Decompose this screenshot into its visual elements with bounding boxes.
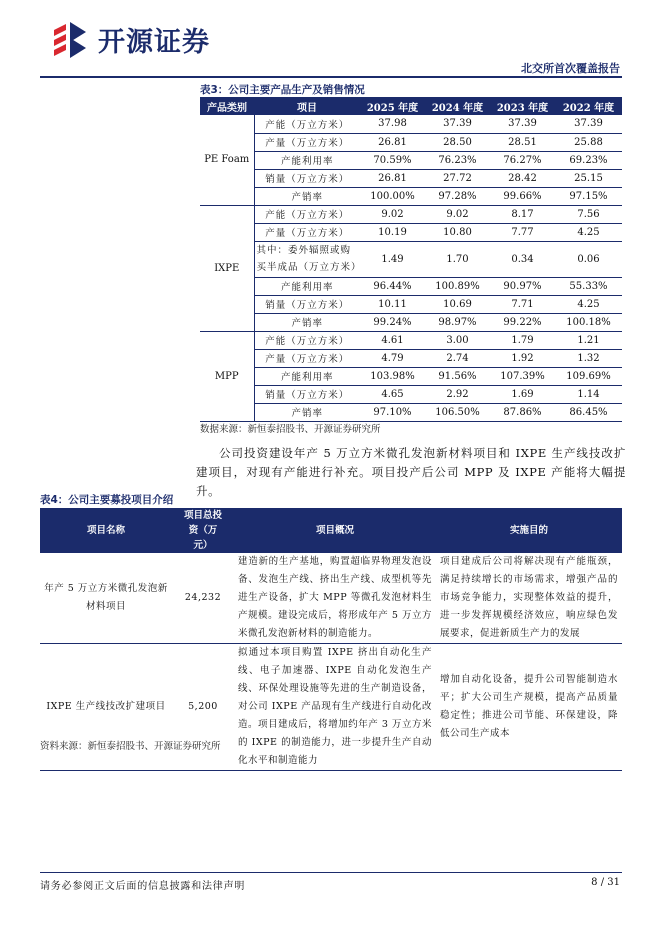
value-cell: 90.97%: [490, 277, 555, 295]
value-cell: 10.11: [360, 295, 425, 313]
value-cell: 25.88: [555, 133, 622, 151]
value-cell: 1.14: [555, 385, 622, 403]
value-cell: 109.69%: [555, 367, 622, 385]
table4-title: 表4：公司主要募投项目介绍: [40, 494, 174, 506]
table-row: [200, 385, 622, 403]
column-header: 2024 年度: [425, 97, 490, 115]
table-row: [200, 151, 622, 169]
column-header: 项目总投资（万元）: [172, 508, 234, 553]
table-row: [200, 187, 622, 205]
product-category: PE Foam: [200, 115, 254, 205]
footer-divider: [40, 872, 622, 873]
table-row: [200, 295, 622, 313]
row-item: 其中：委外辐照或购买半成品（万立方米）: [254, 241, 360, 277]
table-header-row: [40, 508, 622, 553]
value-cell: 99.24%: [360, 313, 425, 331]
project-overview: 拟通过本项目购置 IXPE 挤出自动化生产线、电子加速器、IXPE 自动化发泡生产线、环保处理设施等先进的生产制造设备，对公司 IXPE 产品现有生产线进行自动化改造。项目建成后，将增加约年产 3 万立方米的 IXPE 的制造能力，进一步提升生产自动化水平和制造能力: [234, 644, 436, 771]
value-cell: 69.23%: [555, 151, 622, 169]
value-cell: 1.32: [555, 349, 622, 367]
row-item: 产量（万立方米）: [254, 349, 360, 367]
value-cell: 1.69: [490, 385, 555, 403]
legal-disclaimer: 请务必参阅正文后面的信息披露和法律声明: [40, 881, 246, 892]
value-cell: 10.69: [425, 295, 490, 313]
value-cell: 87.86%: [490, 403, 555, 421]
page-number: 8 / 31: [591, 877, 620, 888]
value-cell: 97.10%: [360, 403, 425, 421]
value-cell: 7.71: [490, 295, 555, 313]
value-cell: 0.34: [490, 241, 555, 277]
value-cell: 98.97%: [425, 313, 490, 331]
row-item: 产量（万立方米）: [254, 223, 360, 241]
value-cell: 7.56: [555, 205, 622, 223]
value-cell: 1.70: [425, 241, 490, 277]
project-investment: 5,200: [172, 644, 234, 771]
brand-logo: [50, 18, 210, 60]
value-cell: 1.92: [490, 349, 555, 367]
project-purpose: 项目建成后公司将解决现有产能瓶颈，满足持续增长的市场需求，增强产品的市场竞争能力，实现整体效益的提升，进一步发挥规模经济效应，响应绿色发展要求，促进新质生产力的发展: [436, 553, 622, 644]
value-cell: 106.50%: [425, 403, 490, 421]
row-item: 产能（万立方米）: [254, 331, 360, 349]
value-cell: 26.81: [360, 169, 425, 187]
column-header: 项目名称: [40, 508, 172, 553]
value-cell: 91.56%: [425, 367, 490, 385]
value-cell: 28.50: [425, 133, 490, 151]
value-cell: 2.92: [425, 385, 490, 403]
table-row: [40, 553, 622, 644]
value-cell: 4.79: [360, 349, 425, 367]
table-row: [200, 367, 622, 385]
value-cell: 4.65: [360, 385, 425, 403]
table-header-row: [200, 97, 622, 115]
value-cell: 2.74: [425, 349, 490, 367]
value-cell: 3.00: [425, 331, 490, 349]
column-header: 实施目的: [436, 508, 622, 553]
value-cell: 27.72: [425, 169, 490, 187]
column-header: 项目概况: [234, 508, 436, 553]
product-category: MPP: [200, 331, 254, 421]
table-row: [200, 277, 622, 295]
table4-source: 资料来源：新恒泰招股书、开源证券研究所: [40, 741, 221, 752]
table-row: [200, 313, 622, 331]
table-row: [200, 115, 622, 133]
value-cell: 99.66%: [490, 187, 555, 205]
table-row: [200, 223, 622, 241]
value-cell: 10.19: [360, 223, 425, 241]
value-cell: 37.39: [555, 115, 622, 133]
table-row: [200, 331, 622, 349]
product-category: IXPE: [200, 205, 254, 331]
row-item: 产能利用率: [254, 277, 360, 295]
value-cell: 25.15: [555, 169, 622, 187]
table-row: [200, 133, 622, 151]
value-cell: 55.33%: [555, 277, 622, 295]
value-cell: 1.21: [555, 331, 622, 349]
value-cell: 8.17: [490, 205, 555, 223]
fundraising-projects-table: [40, 508, 622, 771]
value-cell: 107.39%: [490, 367, 555, 385]
column-header: 2025 年度: [360, 97, 425, 115]
project-purpose: 增加自动化设备，提升公司智能制造水平；扩大公司生产规模，提高产品质量稳定性；推进公司节能、环保建设，降低公司生产成本: [436, 644, 622, 771]
value-cell: 70.59%: [360, 151, 425, 169]
value-cell: 7.77: [490, 223, 555, 241]
row-item: 销量（万立方米）: [254, 169, 360, 187]
table-row: [200, 241, 622, 277]
report-type: 北交所首次覆盖报告: [521, 62, 620, 75]
column-header: 2022 年度: [555, 97, 622, 115]
value-cell: 28.51: [490, 133, 555, 151]
value-cell: 37.39: [425, 115, 490, 133]
row-item: 销量（万立方米）: [254, 385, 360, 403]
value-cell: 1.49: [360, 241, 425, 277]
row-item: 产能（万立方米）: [254, 115, 360, 133]
value-cell: 9.02: [360, 205, 425, 223]
value-cell: 28.42: [490, 169, 555, 187]
value-cell: 37.39: [490, 115, 555, 133]
value-cell: 97.28%: [425, 187, 490, 205]
value-cell: 100.89%: [425, 277, 490, 295]
brand-name: 开源证券: [98, 26, 210, 58]
value-cell: 86.45%: [555, 403, 622, 421]
value-cell: 9.02: [425, 205, 490, 223]
value-cell: 26.81: [360, 133, 425, 151]
table-row: [200, 169, 622, 187]
row-item: 产能利用率: [254, 367, 360, 385]
row-item: 产能利用率: [254, 151, 360, 169]
value-cell: 96.44%: [360, 277, 425, 295]
value-cell: 100.00%: [360, 187, 425, 205]
project-name: 年产 5 万立方米微孔发泡新材料项目: [40, 553, 172, 644]
row-item: 产能（万立方米）: [254, 205, 360, 223]
header-divider: [40, 76, 622, 78]
table-row: [200, 403, 622, 421]
value-cell: 97.15%: [555, 187, 622, 205]
value-cell: 100.18%: [555, 313, 622, 331]
table-row: [200, 205, 622, 223]
column-header: 项目: [254, 97, 360, 115]
value-cell: 4.25: [555, 295, 622, 313]
value-cell: 99.22%: [490, 313, 555, 331]
column-header: 产品类别: [200, 97, 254, 115]
value-cell: 76.23%: [425, 151, 490, 169]
row-item: 产销率: [254, 313, 360, 331]
production-sales-table: [200, 97, 622, 422]
table3-title: 表3：公司主要产品生产及销售情况: [200, 84, 365, 96]
row-item: 产销率: [254, 403, 360, 421]
value-cell: 4.61: [360, 331, 425, 349]
value-cell: 0.06: [555, 241, 622, 277]
project-investment: 24,232: [172, 553, 234, 644]
value-cell: 76.27%: [490, 151, 555, 169]
logo-mark-icon: [50, 18, 92, 60]
body-paragraph: 公司投资建设年产 5 万立方米微孔发泡新材料项目和 IXPE 生产线技改扩建项目，对现有产能进行补充。项目投产后公司 MPP 及 IXPE 产能将大幅提升。: [196, 446, 626, 498]
value-cell: 4.25: [555, 223, 622, 241]
table3-source: 数据来源：新恒泰招股书、开源证券研究所: [200, 424, 381, 435]
column-header: 2023 年度: [490, 97, 555, 115]
row-item: 产销率: [254, 187, 360, 205]
project-name: IXPE 生产线技改扩建项目: [40, 644, 172, 771]
value-cell: 10.80: [425, 223, 490, 241]
value-cell: 37.98: [360, 115, 425, 133]
table-row: [200, 349, 622, 367]
value-cell: 1.79: [490, 331, 555, 349]
project-overview: 建造新的生产基地，购置超临界物理发泡设备、发泡生产线、挤出生产线、成型机等先进生产设备，扩大 MPP 等微孔发泡材料生产规模。建设完成后，将形成年产 5 万立方米微孔发泡新材料的制造能力。: [234, 553, 436, 644]
value-cell: 103.98%: [360, 367, 425, 385]
row-item: 产量（万立方米）: [254, 133, 360, 151]
row-item: 销量（万立方米）: [254, 295, 360, 313]
